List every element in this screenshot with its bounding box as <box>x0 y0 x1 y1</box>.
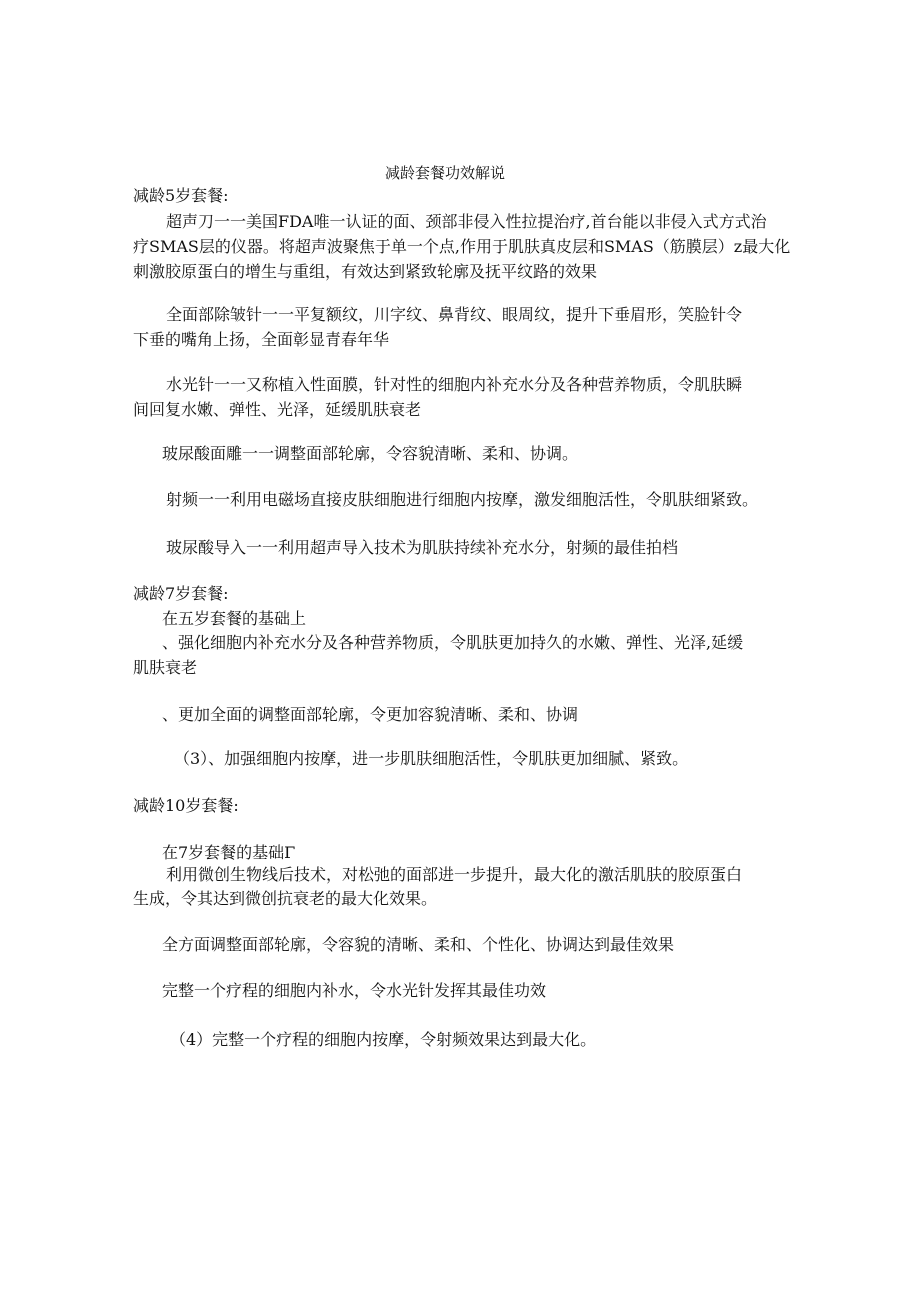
paragraph-line: 疗SMAS层的仪器。将超声波聚焦于单一个点,作用于肌肤真皮层和SMAS（筋膜层）z最大化 <box>133 237 791 256</box>
paragraph-line: 间回复水嫩、弹性、光泽，延缓肌肤衰老 <box>133 400 422 419</box>
document-title: 减龄套餐功效解说 <box>385 164 506 182</box>
paragraph-line: 、强化细胞内补充水分及各种营养物质，令肌肤更加持久的水嫩、弹性、光泽,延缓 <box>162 633 744 652</box>
paragraph-line: 玻尿酸导入一一利用超声导入技术为肌肤持续补充水分，射频的最佳拍档 <box>166 538 679 557</box>
paragraph-line: 完整一个疗程的细胞内补水，令水光针发挥其最佳功效 <box>162 981 547 1000</box>
paragraph-line: （3）、加强细胞内按摩，进一步肌肤细胞活性，令肌肤更加细腻、紧致。 <box>174 749 689 768</box>
section-heading-5-years: 减龄5岁套餐: <box>133 186 229 205</box>
section-heading-7-years: 减龄7岁套餐: <box>133 584 229 603</box>
paragraph-line: 肌肤衰老 <box>133 658 198 677</box>
paragraph-line: 刺激胶原蛋白的增生与重组，有效达到紧致轮廓及抚平纹路的效果 <box>133 262 598 281</box>
paragraph-line: 在五岁套餐的基础上 <box>162 609 307 628</box>
paragraph-line: 全面部除皱针一一平复额纹，川字纹、鼻背纹、眼周纹，提升下垂眉形，笑脸针令 <box>166 305 743 324</box>
paragraph-line: 在7岁套餐的基础Γ <box>162 843 296 862</box>
paragraph-line: （4）完整一个疗程的细胞内按摩，令射频效果达到最大化。 <box>170 1030 597 1049</box>
paragraph-line: 下垂的嘴角上扬，全面彰显青春年华 <box>133 330 390 349</box>
paragraph-line: 玻尿酸面雕一一调整面部轮廓，令容貌清晰、柔和、协调。 <box>162 444 579 463</box>
paragraph-line: 全方面调整面部轮廓，令容貌的清晰、柔和、个性化、协调达到最佳效果 <box>162 935 675 954</box>
paragraph-line: 生成，令其达到微创抗衰老的最大化效果。 <box>133 889 438 908</box>
paragraph-line: 水光针一一又称植入性面膜，针对性的细胞内补充水分及各种营养物质，令肌肤瞬 <box>166 375 743 394</box>
paragraph-line: 超声刀一一美国FDA唯一认证的面、颈部非侵入性拉提治疗,首台能以非侵入式方式治 <box>166 212 767 231</box>
paragraph-line: 、更加全面的调整面部轮廓，令更加容貌清晰、柔和、协调 <box>162 705 579 724</box>
paragraph-line: 利用微创生物线后技术，对松弛的面部进一步提升，最大化的激活肌肤的胶原蛋白 <box>166 865 743 884</box>
paragraph-line: 射频一一利用电磁场直接皮肤细胞进行细胞内按摩，激发细胞活性，令肌肤细紧致。 <box>166 490 759 509</box>
section-heading-10-years: 减龄10岁套餐: <box>133 796 239 815</box>
